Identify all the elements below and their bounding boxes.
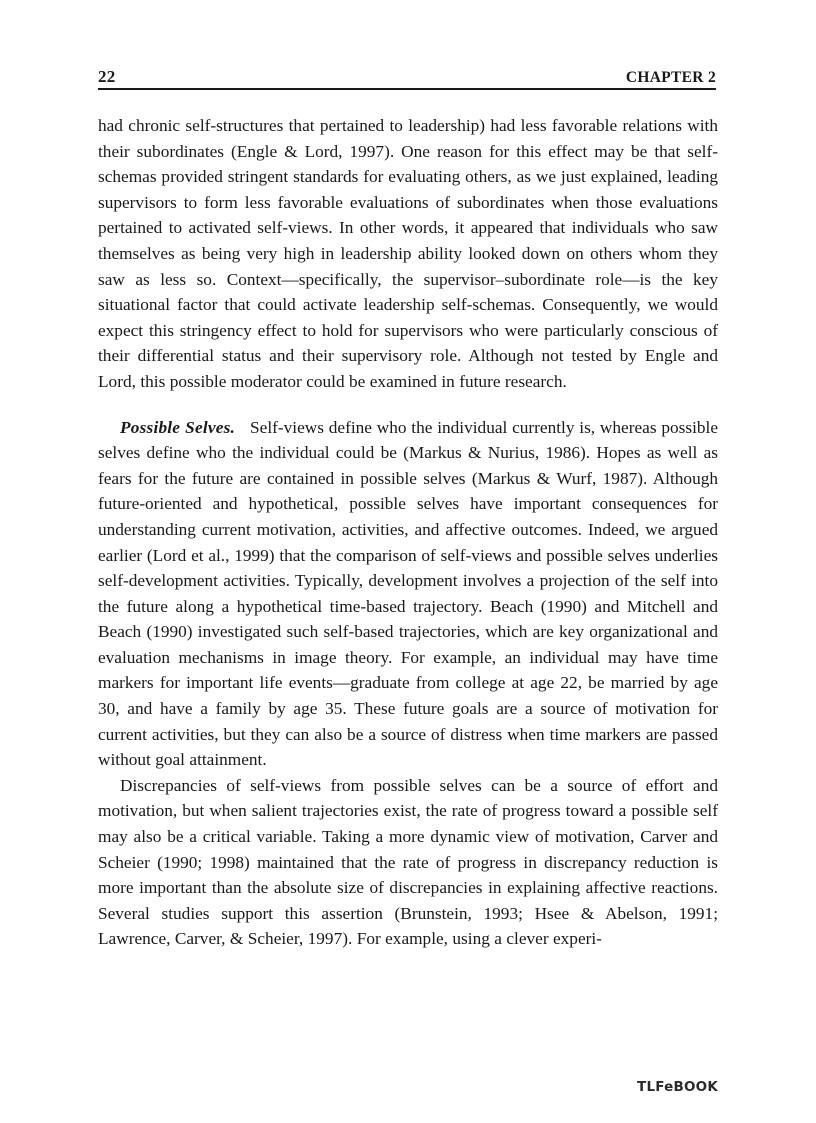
footer-watermark: TLFeBOOK xyxy=(637,1079,718,1095)
run-in-heading-possible-selves: Possible Selves. xyxy=(120,417,236,437)
running-head xyxy=(98,68,716,90)
body-text-column xyxy=(98,113,718,952)
page-number: 22 xyxy=(98,67,116,86)
paragraph-possible-selves-text: Self-views define who the individual currently is, whereas possible selves define who the individual could be (Markus & Nurius, 1986). Hopes as well as fears for the future are contained in possible selves (Markus & Wurf, 1987). Although future-oriented and hypothetical, possible selves have important consequences for understanding current motivation, activities, and affective outcomes. Indeed, we argued earlier (Lord et al., 1999) that the comparison of self-views and possible selves underlies self-development activities. Typically, development involves a projection of the self into the future along a hypothetical time-based trajectory. Beach (1990) and Mitchell and Beach (1990) investigated such self-based trajectories, which are key organizational and evaluation mechanisms in image theory. For example, an individual may have time markers for important life events—graduate from college at age 22, be married by age 30, and have a family by age 35. These future goals are a source of motivation for current activities, but they can also be a source of distress when time markers are passed without goal attainment. xyxy=(98,417,718,770)
paragraph-possible-selves xyxy=(98,415,718,773)
paragraph-continuation: had chronic self-structures that pertained to leadership) had less favorable relations with their subordinates (Engle & Lord, 1997). One reason for this effect may be that self-schemas provided stringent standards for evaluating others, as we just explained, leading supervisors to form less favorable evaluations of subordinates when those evaluations pertained to activated self-views. In other words, it appeared that individuals who saw themselves as being very high in leadership ability looked down on others whom they saw as less so. Context—specifically, the supervisor–subordinate role—is the key situational factor that could activate leadership self-schemas. Consequently, we would expect this stringency effect to hold for supervisors who were particularly conscious of their differential status and their supervisory role. Although not tested by Engle and Lord, this possible moderator could be examined in future research. xyxy=(98,116,718,391)
chapter-label: CHAPTER 2 xyxy=(625,68,716,86)
paragraph-discrepancies: Discrepancies of self-views from possible selves can be a source of effort and motivation, but when salient trajectories exist, the rate of progress toward a possible self may also be a critical variable. Taking a more dynamic view of motivation, Carver and Scheier (1990; 1998) maintained that the rate of progress in discrepancy reduction is more important than the absolute size of discrepancies in explaining affective reactions. Several studies support this assertion (Brunstein, 1993; Hsee & Abelson, 1991; Lawrence, Carver, & Scheier, 1997). For example, using a clever experi- xyxy=(98,775,718,949)
